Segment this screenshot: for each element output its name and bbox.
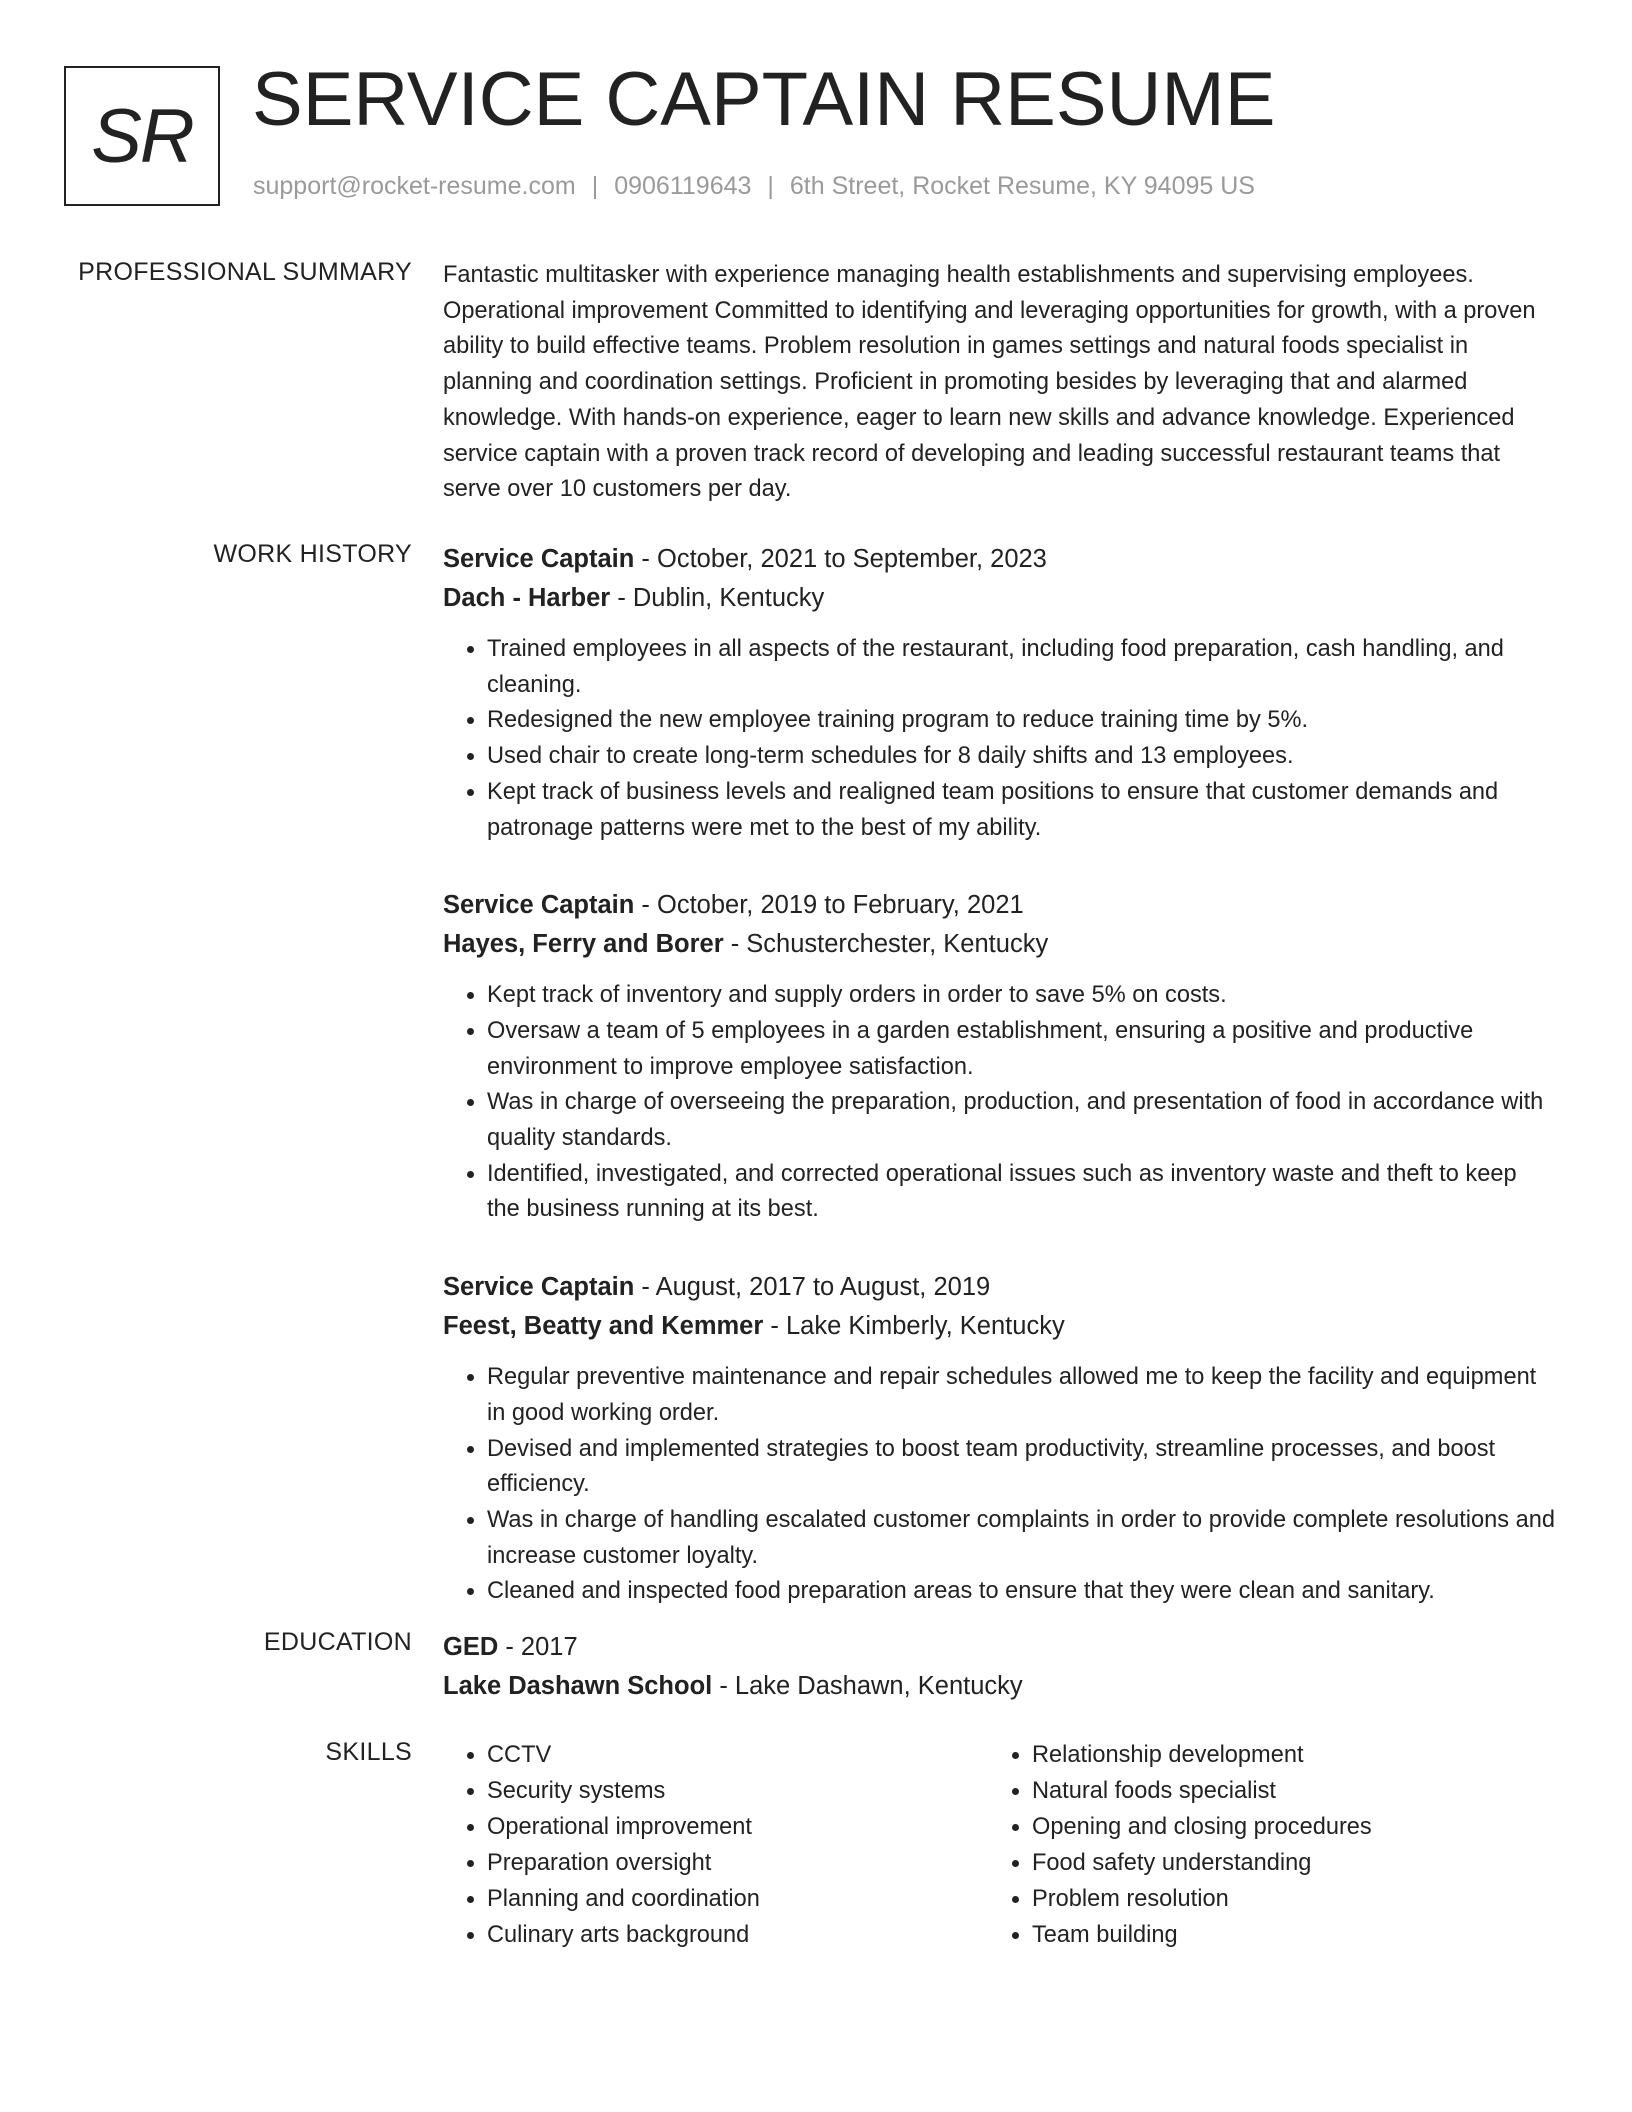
list-item: • Opening and closing procedures <box>1032 1810 1533 1846</box>
list-item: • Preparation oversight <box>487 1846 988 1882</box>
list-item: • Regular preventive maintenance and repair schedules allowed me to keep the facility and equipment in good working order. <box>487 1360 1555 1431</box>
skills-body <box>443 1738 1555 1953</box>
list-item: • Natural foods specialist <box>1032 1774 1533 1810</box>
section-heading: SKILLS <box>325 1738 412 1766</box>
list-item: • Trained employees in all aspects of the restaurant, including food preparation, cash handling, and cleaning. <box>487 632 1555 703</box>
resume-title: SERVICE CAPTAIN RESUME <box>252 57 1276 142</box>
job-bullets <box>443 978 1555 1228</box>
list-item: • Was in charge of handling escalated customer complaints in order to provide complete resolutions and increase customer loyalty. <box>487 1503 1555 1574</box>
job-title-line <box>443 1268 1555 1307</box>
list-item: • Kept track of inventory and supply orders in order to save 5% on costs. <box>487 978 1555 1014</box>
job-title-line <box>443 886 1555 925</box>
job-company: Hayes, Ferry and Borer <box>443 930 724 959</box>
job-location: - Lake Kimberly, Kentucky <box>763 1312 1065 1341</box>
job-company-line <box>443 1307 1555 1346</box>
job-bullets <box>443 632 1555 846</box>
education-year: - 2017 <box>498 1633 578 1661</box>
list-item: • Culinary arts background <box>487 1918 988 1954</box>
education-degree-line <box>443 1628 1555 1667</box>
contact-phone[interactable]: 0906119643 <box>614 172 752 200</box>
job-dates: - October, 2019 to February, 2021 <box>634 891 1024 920</box>
job-company-line <box>443 579 1555 618</box>
list-item: • Identified, investigated, and corrected operational issues such as inventory waste and theft to keep the business running at its best. <box>487 1157 1555 1228</box>
section-heading: WORK HISTORY <box>213 540 412 568</box>
list-item: • Relationship development <box>1032 1738 1533 1774</box>
contact-separator: | <box>767 172 774 200</box>
job-entry <box>443 1268 1555 1610</box>
monogram-box <box>64 66 220 206</box>
job-title: Service Captain <box>443 891 635 920</box>
list-item: • Team building <box>1032 1918 1533 1954</box>
list-item: • Planning and coordination <box>487 1882 988 1918</box>
job-company: Dach - Harber <box>443 584 611 612</box>
list-item: • Food safety understanding <box>1032 1846 1533 1882</box>
skills-column-right <box>988 1738 1533 1953</box>
list-item: • Operational improvement <box>487 1810 988 1846</box>
section-heading: EDUCATION <box>263 1628 412 1656</box>
list-item: • Devised and implemented strategies to boost team productivity, streamline processes, and boost efficiency. <box>487 1432 1555 1503</box>
job-location: - Dublin, Kentucky <box>610 584 825 612</box>
job-dates: - August, 2017 to August, 2019 <box>634 1273 991 1302</box>
contact-address: 6th Street, Rocket Resume, KY 94095 US <box>789 172 1255 200</box>
contact-line <box>253 172 1255 201</box>
job-dates: - October, 2021 to September, 2023 <box>634 545 1047 573</box>
job-company: Feest, Beatty and Kemmer <box>443 1312 764 1341</box>
education-school: Lake Dashawn School <box>443 1672 713 1700</box>
list-item: • Used chair to create long-term schedules for 8 daily shifts and 13 employees. <box>487 739 1555 775</box>
contact-email[interactable]: support@rocket-resume.com <box>253 172 576 200</box>
summary-body <box>443 258 1555 508</box>
list-item: • CCTV <box>487 1738 988 1774</box>
job-title-line <box>443 540 1555 579</box>
list-item: • Problem resolution <box>1032 1882 1533 1918</box>
job-location: - Schusterchester, Kentucky <box>723 930 1049 959</box>
list-item: • Kept track of business levels and realigned team positions to ensure that customer demands and patronage patterns were met to the best of my ability. <box>487 775 1555 846</box>
contact-separator: | <box>591 172 599 200</box>
job-title: Service Captain <box>443 1273 635 1302</box>
education-degree: GED <box>443 1633 499 1661</box>
job-company-line <box>443 925 1555 964</box>
job-entry <box>443 886 1555 1228</box>
job-bullets <box>443 1360 1555 1610</box>
list-item: • Redesigned the new employee training program to reduce training time by 5%. <box>487 703 1555 739</box>
education-location: - Lake Dashawn, Kentucky <box>712 1672 1023 1700</box>
skills-columns <box>443 1738 1555 1953</box>
section-heading: PROFESSIONAL SUMMARY <box>78 258 412 286</box>
education-school-line <box>443 1667 1555 1706</box>
education-body <box>443 1628 1555 1706</box>
work-history-body <box>443 540 1555 1650</box>
list-item: • Oversaw a team of 5 employees in a garden establishment, ensuring a positive and productive environment to improve employee satisfaction. <box>487 1014 1555 1085</box>
job-entry <box>443 540 1555 846</box>
summary-text: Fantastic multitasker with experience managing health establishments and supervising employees. Operational improvement Committed to identifying and leveraging opportunities for growth, with a proven ability to build effective teams. Problem resolution in games settings and natural foods specialist in planning and coordination settings. Proficient in promoting besides by leveraging that and alarmed knowledge. With hands-on experience, eager to learn new skills and advance knowledge. Experienced service captain with a proven track record of developing and leading successful restaurant teams that serve over 10 customers per day. <box>443 262 1536 503</box>
list-item: • Security systems <box>487 1774 988 1810</box>
list-item: • Was in charge of overseeing the preparation, production, and presentation of food in accordance with quality standards. <box>487 1085 1555 1156</box>
job-title: Service Captain <box>443 545 635 573</box>
skills-column-left <box>443 1738 988 1953</box>
monogram-initials: SR <box>91 93 193 179</box>
list-item: • Cleaned and inspected food preparation areas to ensure that they were clean and sanitary. <box>487 1574 1555 1610</box>
